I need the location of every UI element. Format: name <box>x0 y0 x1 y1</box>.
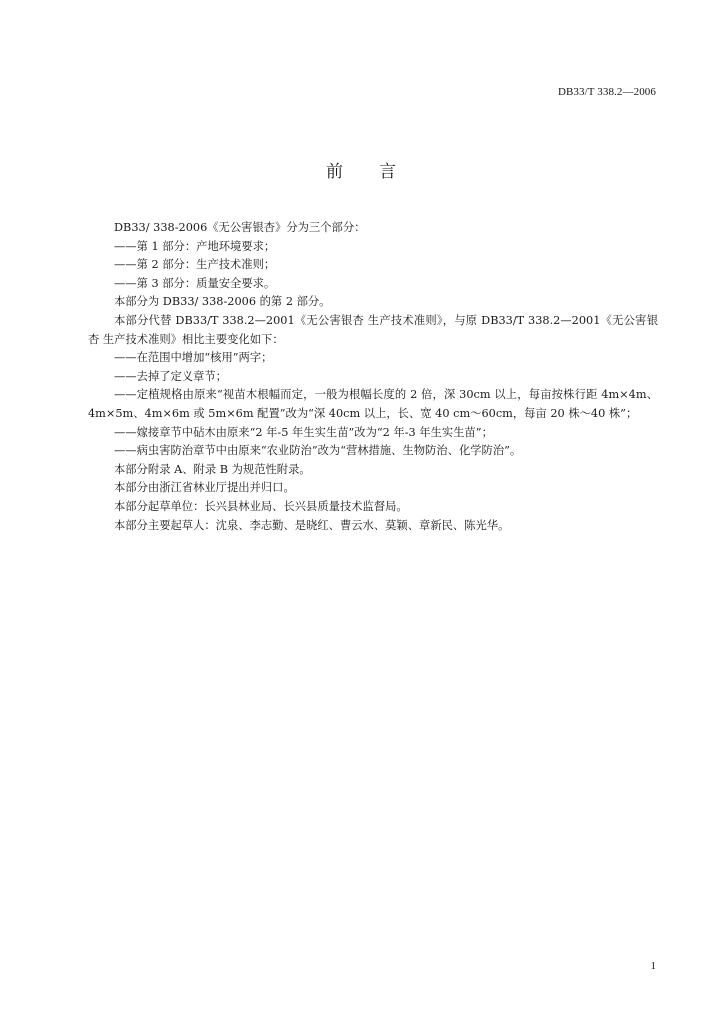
paragraph: ——病虫害防治章节中由原来“农业防治”改为“营林措施、生物防治、化学防治”。 <box>114 444 522 458</box>
paragraph: ——定植规格由原来“视苗木根幅而定，一般为根幅长度的 2 倍，深 30cm 以上，每亩按株行距 4m×4m、4m×5m、4m×6m 或 5m×6m 配置”改为“深 40cm 以上，长、宽 40 cm～60cm，每亩 20 株～40 株”； <box>88 388 658 420</box>
title-char-1: 前 <box>326 162 345 182</box>
paragraph: ——第 1 部分：产地环境要求； <box>114 239 276 253</box>
foreword-body <box>88 219 658 535</box>
paragraph: 本部分附录 A、附录 B 为规范性附录。 <box>114 462 311 476</box>
paragraph: 本部分为 DB33/ 338-2006 的第 2 部分。 <box>114 295 331 309</box>
paragraph: DB33/ 338-2006《无公害银杏》分为三个部分： <box>114 221 366 234</box>
paragraph: 本部分由浙江省林业厅提出并归口。 <box>114 481 295 495</box>
title-char-2: 言 <box>379 162 398 182</box>
paragraph: ——在范围中增加“核用”两字； <box>114 351 273 365</box>
standard-code-header: DB33/T 338.2—2006 <box>557 86 656 98</box>
page-number: 1 <box>650 960 656 972</box>
paragraph: ——去掉了定义章节； <box>114 369 227 383</box>
paragraph: 本部分起草单位：长兴县林业局、长兴县质量技术监督局。 <box>114 499 408 513</box>
page-title <box>0 157 724 182</box>
paragraph: 本部分主要起草人：沈泉、李志勤、是晓红、曹云水、莫颖、章新民、陈光华。 <box>114 518 510 532</box>
paragraph: ——嫁接章节中砧木由原来“2 年-5 年生实生苗”改为“2 年-3 年生实生苗”； <box>114 425 493 439</box>
paragraph: ——第 3 部分：质量安全要求。 <box>114 276 276 290</box>
paragraph: ——第 2 部分：生产技术准则； <box>114 258 276 272</box>
paragraph: 本部分代替 DB33/T 338.2—2001《无公害银杏 生产技术准则》，与原 DB33/T 338.2—2001《无公害银杏 生产技术准则》相比主要变化如下： <box>88 313 658 346</box>
